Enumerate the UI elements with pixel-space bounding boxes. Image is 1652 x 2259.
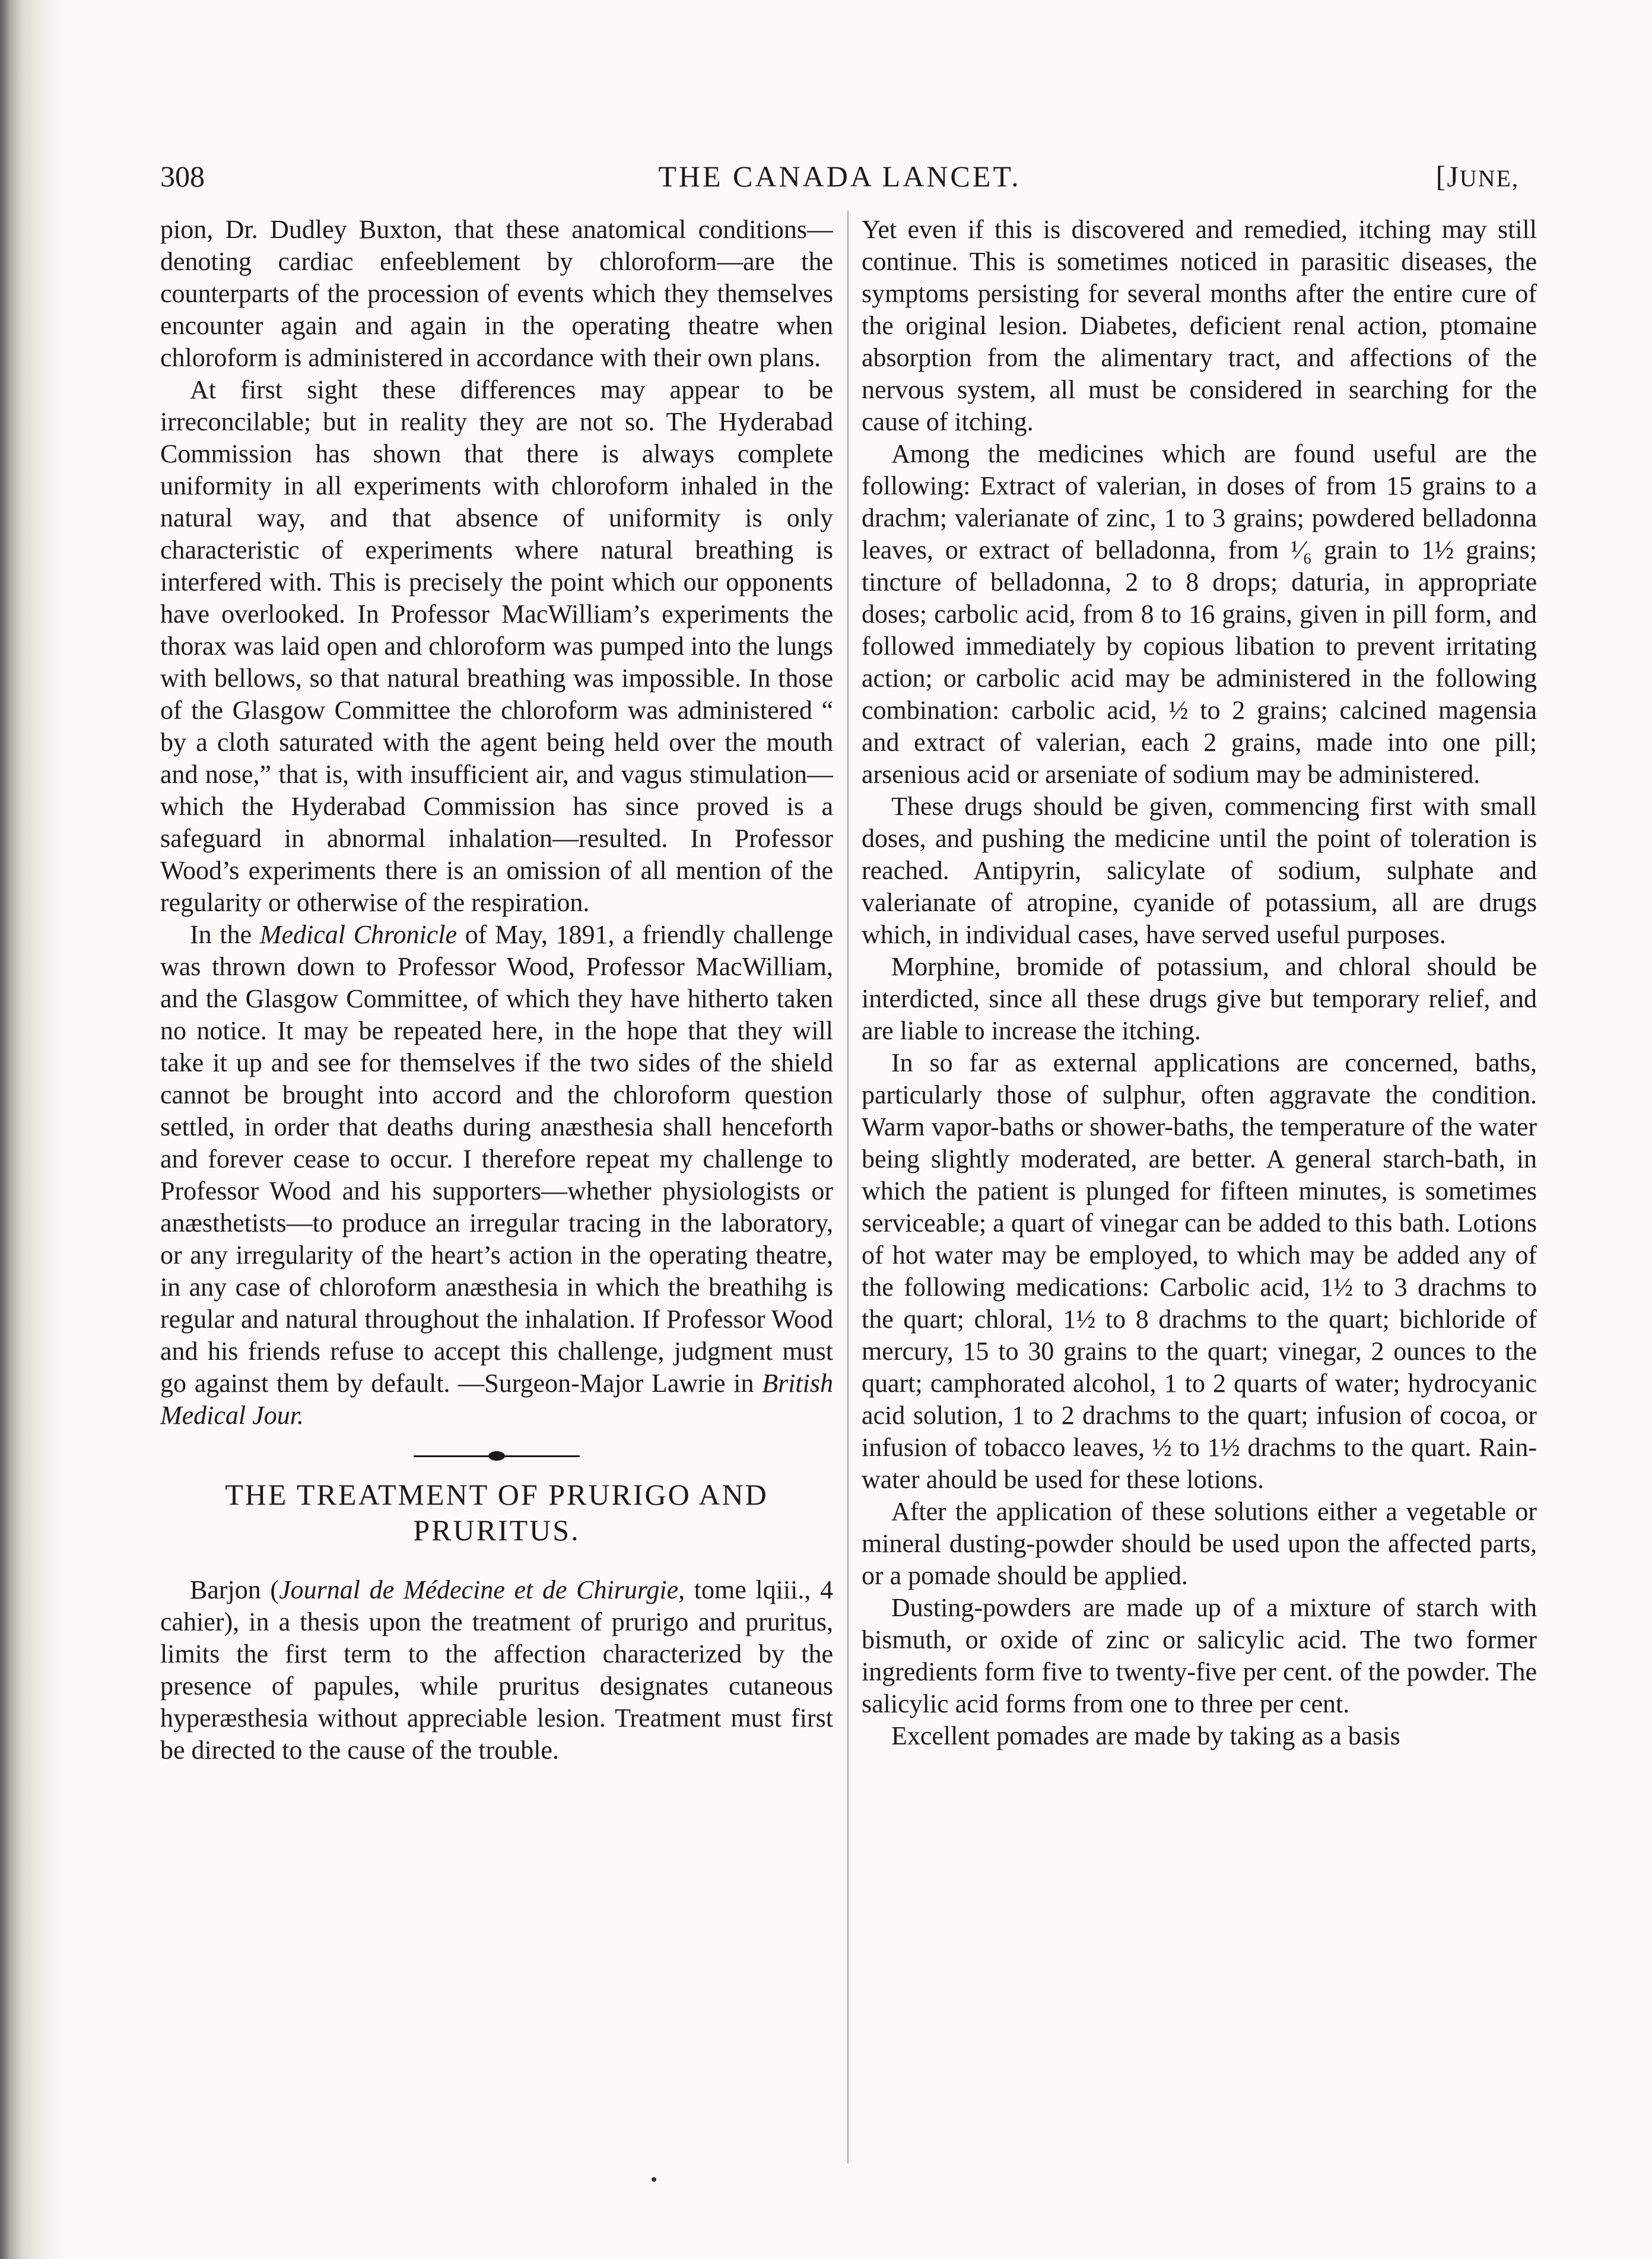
article-title-line: THE TREATMENT OF PRURIGO AND — [225, 1478, 768, 1511]
running-header — [160, 156, 1519, 197]
section-divider — [414, 1449, 580, 1462]
journal-name: Medical Chronicle — [259, 920, 457, 949]
journal-title: THE CANADA LANCET. — [658, 160, 1021, 193]
paragraph-pomades: Excellent pomades are made by taking as a basis — [891, 1721, 1400, 1750]
paragraph-powders: Dusting-powders are made up of a mixture of starch with bismuth, or oxide of zinc or salicylic acid. The two former ingredients form five to twenty-five per cent. of the powder. The salicylic acid forms from one to three per cent. — [862, 1593, 1537, 1718]
month-initial: J — [1447, 160, 1460, 193]
paragraph-hyderabad: At first sight these differences may appear to be irreconcilable; but in reality they are not so. The Hyderabad Commission has shown that there is always complete uniformity in all experiments with chloroform inhaled in the natural way, and that absence of uniformity is only characteristic of experiments where natural breathing is interfered with. This is precisely the point which our opponents have overlooked. In Professor MacWilliam’s experiments the thorax was laid open and chloroform was pumped into the lungs with bellows, so that natural breathing was impossible. In those of the Glasgow Committee the chloroform was administered “ by a cloth saturated with the agent being held over the mouth and nose,” that is, with insufficient air, and vagus stimulation—which the Hyderabad Commission has since proved is a safeguard in abnormal inhalation—resulted. In Professor Wood’s experiments there is an omission of all mention of the regularity or otherwise of the respiration. — [160, 375, 833, 917]
journal-name: Journal de Médecine et de Chirurgie, — [279, 1575, 685, 1604]
text-run: of May, 1891, a friendly challenge was thrown down to Professor Wood, Professor MacWilliam, and the Glasgow Committee, of which they have hitherto taken no notice. It may be repeated here, in the hope that they will take it up and see for themselves if the two sides of the shield cannot be brought into accord and the chloroform question settled, in order that deaths during anæsthesia shall henceforth and forever cease to occur. I therefore repeat my challenge to Professor Wood and his supporters—whether physiologists or anæsthetists—to produce an irregular tracing in the laboratory, or any irregularity of the heart’s action in the operating theatre, in any case of chloroform anæsthesia in which the breathihg is regular and natural throughout the inhalation. If Professor Wood and his friends refuse to accept this challenge, judgment must go against them by default. —Surgeon-Major Lawrie in — [160, 920, 833, 1398]
paragraph-challenge — [160, 919, 833, 1432]
paragraph-dusting: After the application of these solutions either a vegetable or mineral dusting-powder should be used upon the affected parts, or a pomade should be applied. — [862, 1497, 1537, 1590]
paragraph-barjon — [160, 1574, 833, 1766]
page-binding-shadow — [0, 0, 65, 2259]
text-run: Barjon ( — [190, 1575, 279, 1604]
text-run: In the — [190, 920, 260, 949]
column-rule — [847, 211, 849, 2163]
month-bracket: [ — [1435, 160, 1447, 193]
paragraph-interdicted: Morphine, bromide of potassium, and chloral should be interdicted, since all these drugs give but temporary relief, and are liable to increase the itching. — [862, 952, 1537, 1045]
paragraph-itching: Yet even if this is discovered and remedied, itching may still continue. This is sometimes noticed in parasitic diseases, the symptoms persisting for several months after the entire cure of the original lesion. Diabetes, deficient renal action, ptomaine absorption from the alimentary tract, and affections of the nervous system, all must be considered in searching for the cause of itching. — [862, 215, 1537, 436]
right-column — [862, 214, 1537, 2172]
paragraph-continuation: pion, Dr. Dudley Buxton, that these anatomical conditions—denoting cardiac enfeeblement by chloroform—are the counterparts of the procession of events which they themselves encounter again and again in the operating theatre when chloroform is administered in accordance with their own plans. — [160, 215, 833, 372]
page-mark — [652, 2177, 656, 2182]
issue-month — [1436, 156, 1519, 199]
month-rest: UNE, — [1459, 165, 1519, 192]
paragraph-dosing: These drugs should be given, commencing first with small doses, and pushing the medicine until the point of toleration is reached. Antipyrin, salicylate of sodium, sulphate and valerianate of atropine, cyanide of potassium, all are drugs which, in individual cases, have served useful purposes. — [862, 792, 1537, 949]
paragraph-medicines: Among the medicines which are found useful are the following: Extract of valerian, in doses of from 15 grains to a drachm; valerianate of zinc, 1 to 3 grains; powdered belladonna leaves, or extract of belladonna, from ¹⁄₆ grain to 1½ grains; tincture of belladonna, 2 to 8 drops; daturia, in appropriate doses; carbolic acid, from 8 to 16 grains, given in pill form, and followed immediately by copious libation to prevent irritating action; or carbolic acid may be administered in the following combination: carbolic acid, ½ to 2 grains; calcined magensia and extract of valerian, each 2 grains, made into one pill; arsenious acid or arseniate of sodium may be administered. — [862, 439, 1537, 789]
paragraph-external: In so far as external applications are concerned, baths, particularly those of sulphur, often aggravate the condition. Warm vapor-baths or shower-baths, the temperature of the water being slightly moderated, are better. A general starch-bath, in which the patient is plunged for fifteen minutes, is sometimes serviceable; a quart of vinegar can be added to this bath. Lotions of hot water may be employed, to which may be added any of the following medications: Carbolic acid, 1½ to 3 drachms to the quart; chloral, 1½ to 8 drachms to the quart; bichloride of mercury, 15 to 30 grains to the quart; vinegar, 2 ounces to the quart; camphorated alcohol, 1 to 2 quarts of water; hydrocyanic acid solution, 1 to 2 drachms to the quart; infusion of cocoa, or infusion of tobacco leaves, ½ to 1½ drachms to the quart. Rain-water ahould be used for these lotions. — [862, 1048, 1537, 1494]
journal-name: British Medical Jour. — [160, 1369, 833, 1430]
article-title — [160, 1477, 833, 1548]
page-number: 308 — [160, 160, 205, 193]
text-run: tome lqiii., 4 cahier), in a thesis upon the treatment of prurigo and pruritus, limits the first term to the affection characterized by the presence of papules, while pruritus designates cutaneous hyperæsthesia without appreciable lesion. Treatment must first be directed to the cause of the trouble. — [160, 1575, 833, 1765]
left-column — [160, 214, 833, 2172]
article-title-line: PRURITUS. — [413, 1514, 580, 1547]
